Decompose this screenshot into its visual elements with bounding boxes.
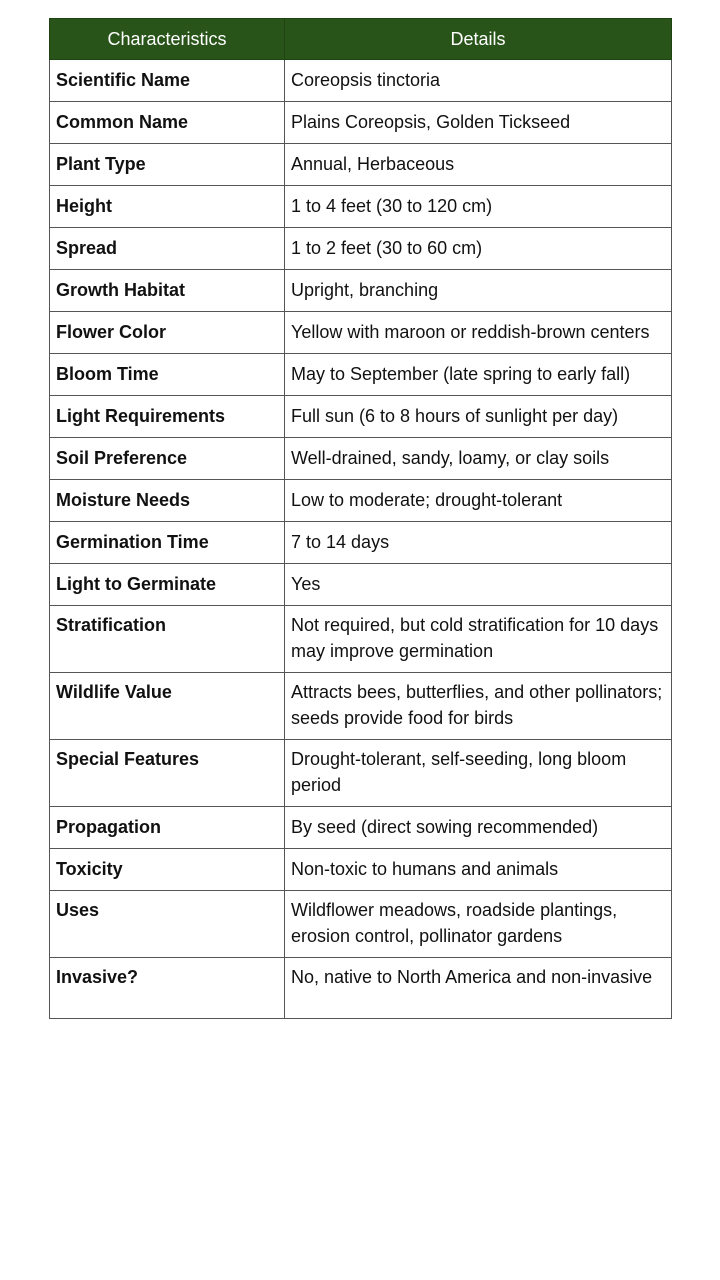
table-row <box>50 186 672 228</box>
table-row <box>50 958 672 1019</box>
table-row <box>50 673 672 740</box>
table-row <box>50 564 672 606</box>
row-value-cell: Coreopsis tinctoria <box>285 60 672 102</box>
row-value-cell: Well-drained, sandy, loamy, or clay soils <box>285 438 672 480</box>
row-key-cell: Plant Type <box>50 144 285 186</box>
row-value-cell: By seed (direct sowing recommended) <box>285 807 672 849</box>
row-key-cell: Wildlife Value <box>50 673 285 740</box>
row-value-cell: Annual, Herbaceous <box>285 144 672 186</box>
table-row <box>50 60 672 102</box>
row-key-cell: Toxicity <box>50 849 285 891</box>
row-value-cell: Drought-tolerant, self-seeding, long bloom period <box>285 740 672 807</box>
row-value-cell: Attracts bees, butterflies, and other pollinators; seeds provide food for birds <box>285 673 672 740</box>
row-key-cell: Invasive? <box>50 958 285 1019</box>
table-row <box>50 522 672 564</box>
row-key-cell: Light Requirements <box>50 396 285 438</box>
row-value-cell: Yellow with maroon or reddish-brown centers <box>285 312 672 354</box>
row-key-cell: Bloom Time <box>50 354 285 396</box>
table-row <box>50 891 672 958</box>
row-key-cell: Spread <box>50 228 285 270</box>
row-value-cell: 1 to 4 feet (30 to 120 cm) <box>285 186 672 228</box>
table-header-row <box>50 19 672 60</box>
row-value-cell: Yes <box>285 564 672 606</box>
table-row <box>50 740 672 807</box>
row-key-cell: Common Name <box>50 102 285 144</box>
plant-characteristics-table-container <box>49 18 671 1019</box>
table-row <box>50 807 672 849</box>
row-value-cell: May to September (late spring to early fall) <box>285 354 672 396</box>
column-header-details: Details <box>285 19 672 60</box>
row-key-cell: Propagation <box>50 807 285 849</box>
table-row <box>50 480 672 522</box>
table-row <box>50 396 672 438</box>
row-value-cell: Wildflower meadows, roadside plantings, erosion control, pollinator gardens <box>285 891 672 958</box>
table-row <box>50 228 672 270</box>
table-row <box>50 606 672 673</box>
row-key-cell: Soil Preference <box>50 438 285 480</box>
row-key-cell: Germination Time <box>50 522 285 564</box>
row-value-cell: 7 to 14 days <box>285 522 672 564</box>
table-row <box>50 102 672 144</box>
row-value-cell: Full sun (6 to 8 hours of sunlight per day) <box>285 396 672 438</box>
row-key-cell: Light to Germinate <box>50 564 285 606</box>
table-row <box>50 849 672 891</box>
row-value-cell: Not required, but cold stratification for 10 days may improve germination <box>285 606 672 673</box>
plant-characteristics-table <box>49 18 672 1019</box>
row-key-cell: Uses <box>50 891 285 958</box>
row-value-cell: Plains Coreopsis, Golden Tickseed <box>285 102 672 144</box>
row-value-cell: No, native to North America and non-invasive <box>285 958 672 1019</box>
table-row <box>50 312 672 354</box>
row-value-cell: Non-toxic to humans and animals <box>285 849 672 891</box>
table-row <box>50 144 672 186</box>
row-value-cell: Low to moderate; drought-tolerant <box>285 480 672 522</box>
row-key-cell: Stratification <box>50 606 285 673</box>
row-key-cell: Special Features <box>50 740 285 807</box>
column-header-characteristics: Characteristics <box>50 19 285 60</box>
row-value-cell: 1 to 2 feet (30 to 60 cm) <box>285 228 672 270</box>
row-key-cell: Flower Color <box>50 312 285 354</box>
row-key-cell: Growth Habitat <box>50 270 285 312</box>
table-row <box>50 438 672 480</box>
row-value-cell: Upright, branching <box>285 270 672 312</box>
row-key-cell: Scientific Name <box>50 60 285 102</box>
row-key-cell: Moisture Needs <box>50 480 285 522</box>
row-key-cell: Height <box>50 186 285 228</box>
table-row <box>50 354 672 396</box>
table-row <box>50 270 672 312</box>
